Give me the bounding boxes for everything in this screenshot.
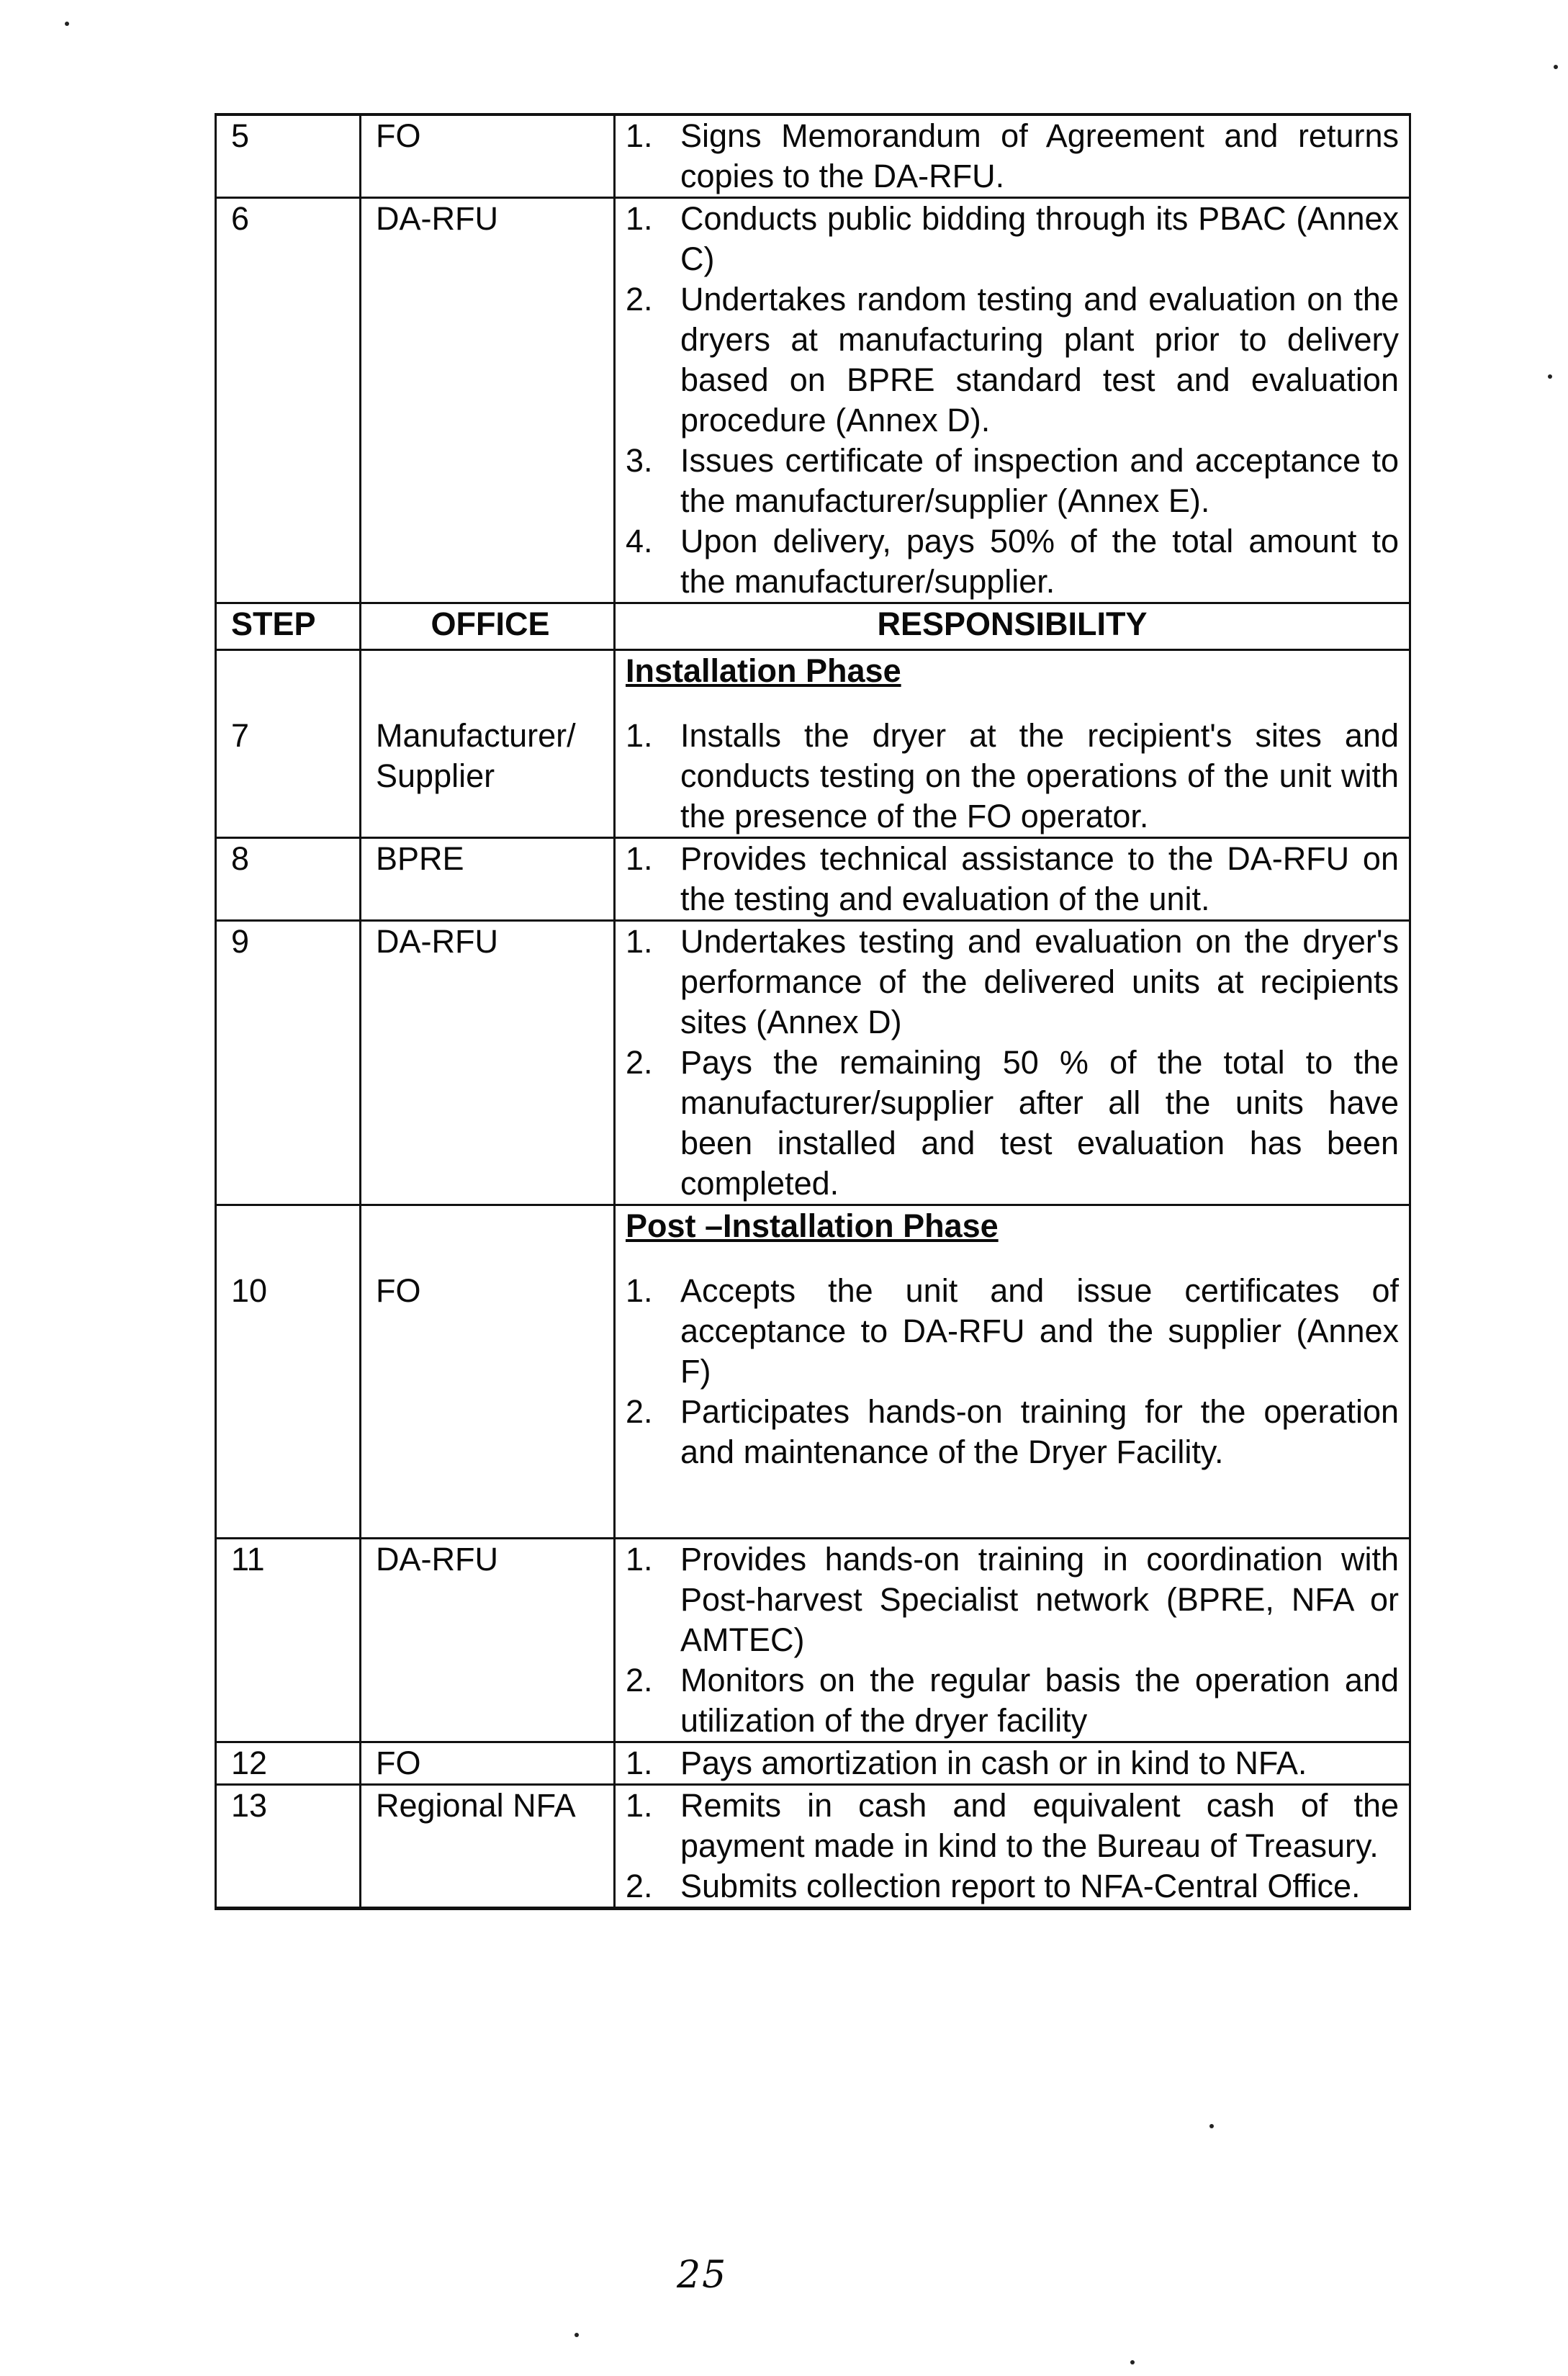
scan-speck xyxy=(1554,65,1558,69)
responsibility-cell xyxy=(615,838,1410,921)
table-row xyxy=(216,921,1410,1205)
office-cell: BPRE xyxy=(361,838,615,921)
list-item: 2. Monitors on the regular basis the operation and utilization of the dryer facility xyxy=(626,1662,1399,1739)
phase-row xyxy=(216,1205,1410,1272)
step-cell: 9 xyxy=(216,921,361,1205)
responsibility-cell xyxy=(615,1785,1410,1909)
scan-speck xyxy=(575,2333,579,2337)
table-row xyxy=(216,1742,1410,1785)
list-item: 1. Pays amortization in cash or in kind to NFA. xyxy=(626,1745,1307,1781)
scan-speck xyxy=(1548,374,1552,379)
responsibility-cell xyxy=(615,198,1410,603)
office-cell: Regional NFA xyxy=(361,1785,615,1909)
post-installation-phase-label: Post –Installation Phase xyxy=(626,1207,999,1244)
list-item: 1. Signs Memorandum of Agreement and returns copies to the DA-RFU. xyxy=(626,117,1399,194)
list-item: 1. Conducts public bidding through its PBAC (Annex C) xyxy=(626,200,1399,277)
step-cell: 13 xyxy=(216,1785,361,1909)
list-item: 2. Participates hands-on training for the operation and maintenance of the Dryer Facility. xyxy=(626,1393,1399,1470)
table-row xyxy=(216,1271,1410,1539)
office-cell: DA-RFU xyxy=(361,198,615,603)
step-cell: 10 xyxy=(216,1271,361,1539)
table-row xyxy=(216,198,1410,603)
list-item: 4. Upon delivery, pays 50% of the total amount to the manufacturer/supplier. xyxy=(626,523,1399,600)
procedure-table xyxy=(215,113,1411,1910)
responsibility-cell xyxy=(615,921,1410,1205)
step-cell: 12 xyxy=(216,1742,361,1785)
step-cell: 5 xyxy=(216,114,361,198)
step-cell: 11 xyxy=(216,1539,361,1742)
step-cell: 6 xyxy=(216,198,361,603)
responsibility-cell xyxy=(615,114,1410,198)
scan-speck xyxy=(1209,2124,1214,2128)
table-row xyxy=(216,1539,1410,1742)
list-item: 2. Pays the remaining 50 % of the total to the manufacturer/supplier after all the units have been installed and test evaluation has been completed. xyxy=(626,1044,1399,1202)
table-row xyxy=(216,114,1410,198)
list-item: 1. Installs the dryer at the recipient's sites and conducts testing on the operations of the unit with the presence of the FO operator. xyxy=(626,717,1399,834)
list-item: 1. Undertakes testing and evaluation on the dryer's performance of the delivered units at recipients sites (Annex D) xyxy=(626,923,1399,1040)
list-item: 3. Issues certificate of inspection and acceptance to the manufacturer/supplier (Annex E). xyxy=(626,442,1399,519)
step-header: STEP xyxy=(216,603,361,650)
office-cell: FO xyxy=(361,1271,615,1539)
list-item: 2. Submits collection report to NFA-Central Office. xyxy=(626,1868,1361,1904)
list-item: 1. Accepts the unit and issue certificates of acceptance to DA-RFU and the supplier (Annex F) xyxy=(626,1272,1399,1390)
responsibility-cell xyxy=(615,1539,1410,1742)
office-cell: FO xyxy=(361,114,615,198)
office-cell: DA-RFU xyxy=(361,921,615,1205)
list-item: 2. Undertakes random testing and evaluation on the dryers at manufacturing plant prior to delivery based on BPRE standard test and evaluation procedure (Annex D). xyxy=(626,281,1399,438)
office-header: OFFICE xyxy=(361,603,615,650)
scan-speck xyxy=(65,22,69,26)
office-cell: DA-RFU xyxy=(361,1539,615,1742)
scan-speck xyxy=(1130,2360,1135,2364)
table-header-row xyxy=(216,603,1410,650)
list-item: 1. Provides technical assistance to the DA-RFU on the testing and evaluation of the unit. xyxy=(626,840,1399,917)
installation-phase-label: Installation Phase xyxy=(626,652,901,689)
page-number: 25 xyxy=(677,2254,728,2297)
table-row xyxy=(216,838,1410,921)
list-item: 1. Remits in cash and equivalent cash of the payment made in kind to the Bureau of Treasury. xyxy=(626,1787,1399,1864)
responsibility-cell xyxy=(615,716,1410,838)
table-row xyxy=(216,716,1410,838)
responsibility-header: RESPONSIBILITY xyxy=(615,603,1410,650)
step-cell: 7 xyxy=(216,716,361,838)
office-cell: Manufacturer/ Supplier xyxy=(361,716,615,838)
phase-row xyxy=(216,650,1410,716)
office-cell: FO xyxy=(361,1742,615,1785)
step-cell: 8 xyxy=(216,838,361,921)
table-row xyxy=(216,1785,1410,1909)
responsibility-cell xyxy=(615,1742,1410,1785)
list-item: 1. Provides hands-on training in coordination with Post-harvest Specialist network (BPRE, NFA or AMTEC) xyxy=(626,1541,1399,1658)
responsibility-cell xyxy=(615,1271,1410,1539)
